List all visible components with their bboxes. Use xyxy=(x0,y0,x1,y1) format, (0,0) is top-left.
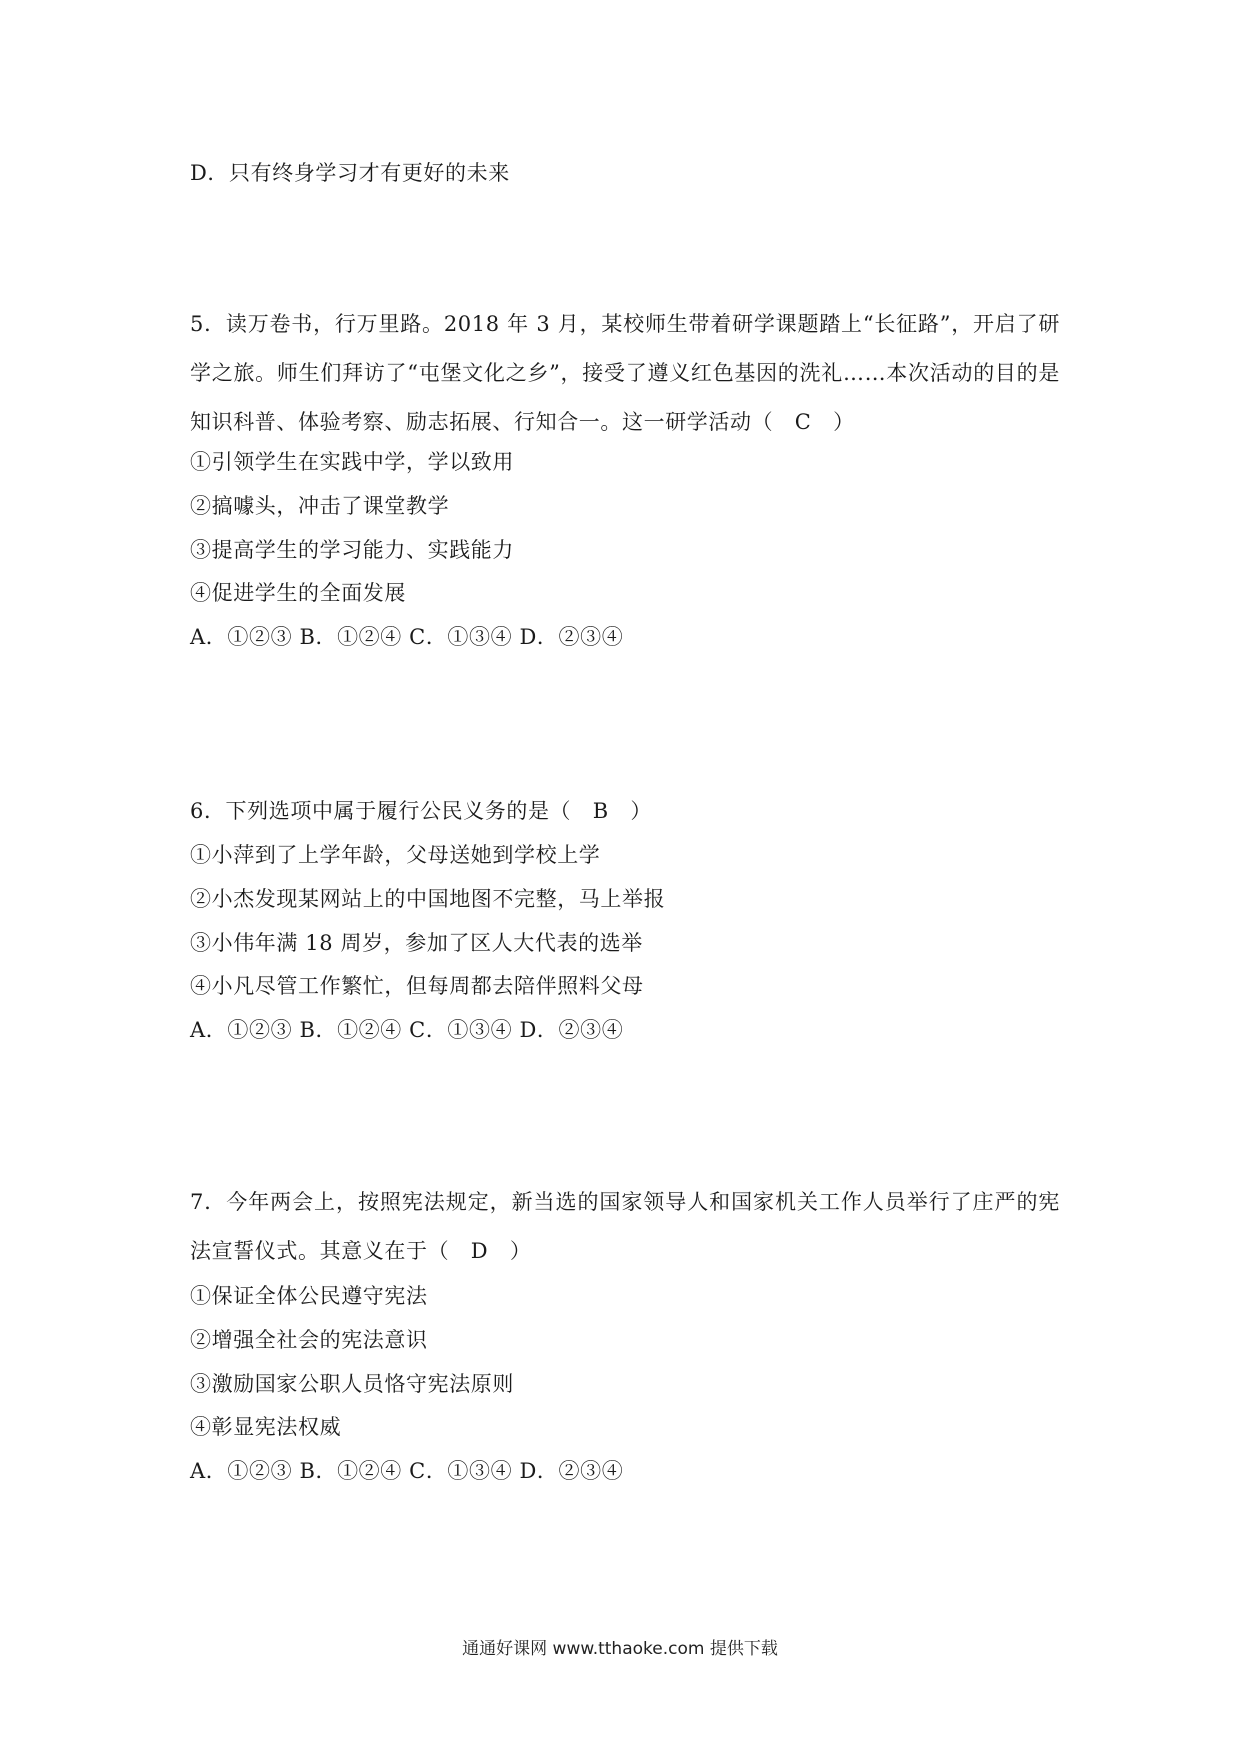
q6-stem: 6．下列选项中属于履行公民义务的是（ B ） xyxy=(190,799,652,823)
q6-options: A．①②③ B．①②④ C．①③④ D．②③④ xyxy=(190,1018,624,1042)
q6-item-3: ③小伟年满 18 周岁，参加了区人大代表的选举 xyxy=(190,931,643,955)
q7-stem: 7．今年两会上，按照宪法规定，新当选的国家领导人和国家机关工作人员举行了庄严的宪法宣誓仪式。其意义在于（ D ） xyxy=(190,1190,1060,1263)
q7-item-4: ④彰显宪法权威 xyxy=(190,1415,342,1439)
q7-item-3: ③激励国家公职人员恪守宪法原则 xyxy=(190,1372,514,1396)
q4-option-d: D．只有终身学习才有更好的未来 xyxy=(190,161,510,185)
q5-item-1: ①引领学生在实践中学，学以致用 xyxy=(190,450,514,474)
q6-item-4: ④小凡尽管工作繁忙，但每周都去陪伴照料父母 xyxy=(190,974,644,998)
page-footer: 通通好课网 www.tthaoke.com 提供下载 xyxy=(462,1639,778,1659)
q6-item-1: ①小萍到了上学年龄，父母送她到学校上学 xyxy=(190,843,601,867)
q5-item-4: ④促进学生的全面发展 xyxy=(190,581,406,605)
q5-stem: 5．读万卷书，行万里路。2018 年 3 月，某校师生带着研学课题踏上“长征路”，开启了研学之旅。师生们拜访了“屯堡文化之乡”，接受了遵义红色基因的洗礼……本次活动的目的是 知识科普、体验考察、励志拓展、行知合一。这一研学活动（ C ） xyxy=(190,312,1060,434)
q6-item-2: ②小杰发现某网站上的中国地图不完整，马上举报 xyxy=(190,887,666,911)
q5-item-3: ③提高学生的学习能力、实践能力 xyxy=(190,538,514,562)
q7-options: A．①②③ B．①②④ C．①③④ D．②③④ xyxy=(190,1459,624,1483)
q5-options: A．①②③ B．①②④ C．①③④ D．②③④ xyxy=(190,625,624,649)
q7-item-2: ②增强全社会的宪法意识 xyxy=(190,1328,428,1352)
q5-item-2: ②搞噱头，冲击了课堂教学 xyxy=(190,494,450,518)
q7-item-1: ①保证全体公民遵守宪法 xyxy=(190,1284,428,1308)
